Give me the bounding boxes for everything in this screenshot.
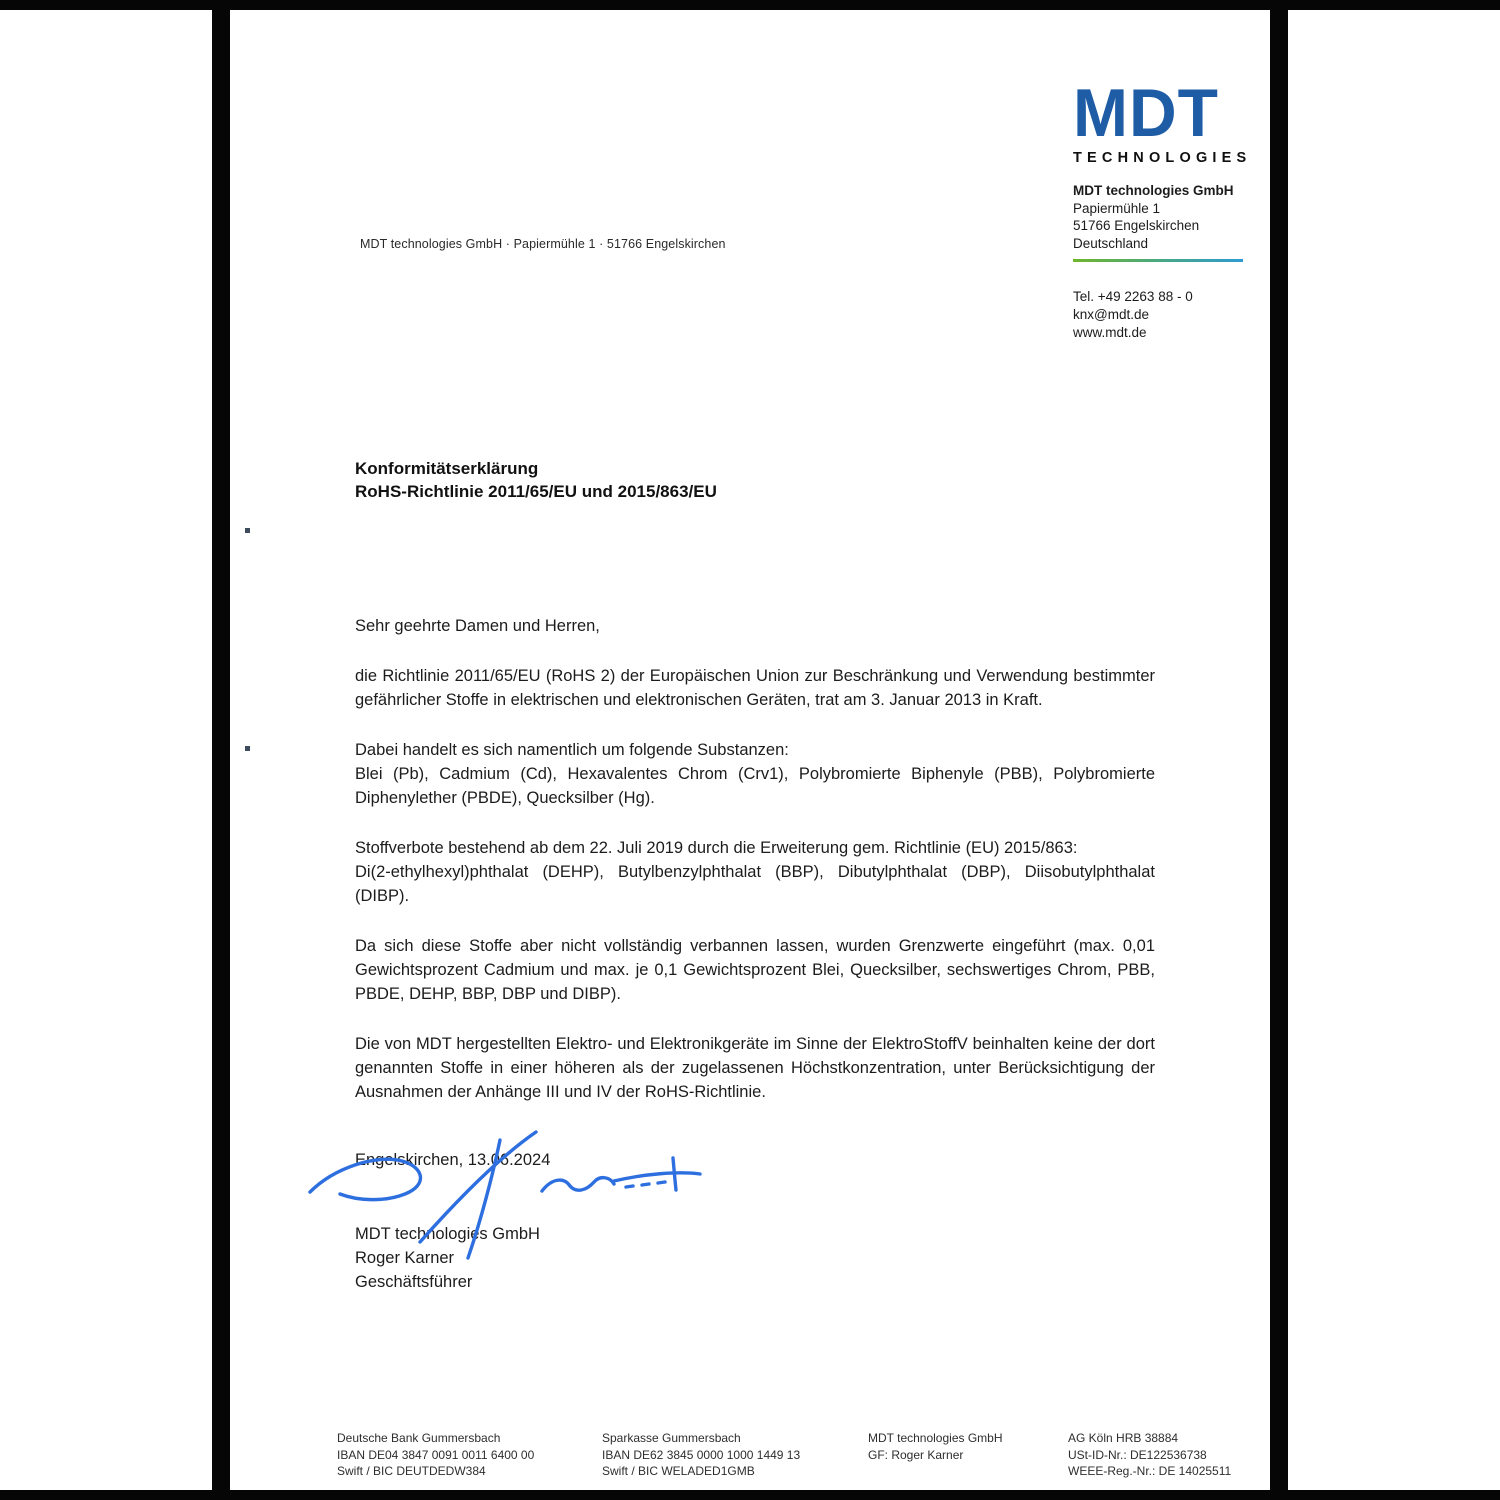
footer-bank-sparkasse bbox=[602, 1430, 800, 1480]
letter-body bbox=[355, 614, 1155, 1294]
fold-mark bbox=[245, 528, 250, 533]
signature-block bbox=[355, 1222, 1155, 1294]
footer-line: IBAN DE62 3845 0000 1000 1449 13 bbox=[602, 1447, 801, 1462]
salutation: Sehr geehrte Damen und Herren, bbox=[355, 617, 600, 635]
letter-footer bbox=[230, 1430, 1270, 1490]
date-place-line: Engelskirchen, 13.06.2024 bbox=[355, 1151, 551, 1169]
address-street: Papiermühle 1 bbox=[1073, 200, 1161, 216]
document-title bbox=[355, 457, 1055, 503]
footer-line: MDT technologies GmbH bbox=[868, 1431, 1003, 1445]
footer-line: WEEE-Reg.-Nr.: DE 14025511 bbox=[1068, 1464, 1232, 1478]
paragraph-line: die Richtlinie 2011/65/EU (RoHS 2) der Europäischen Union zur Beschränkung und Verwendung bestimmter gefährlicher Stoffe in elektrischen und elektronischen Geräten, trat am 3. Januar 2013 in Kraft. bbox=[355, 667, 1155, 709]
paragraph-line: Stoffverbote bestehend ab dem 22. Juli 2019 durch die Erweiterung gem. Richtlinie (EU) 2015/863: bbox=[355, 839, 1078, 857]
footer-line: Swift / BIC WELADED1GMB bbox=[602, 1464, 755, 1478]
contact-website: www.mdt.de bbox=[1073, 325, 1147, 340]
paragraph bbox=[355, 934, 1155, 1006]
footer-line: Deutsche Bank Gummersbach bbox=[337, 1431, 501, 1445]
paragraph bbox=[355, 664, 1155, 712]
signer-name: Roger Karner bbox=[355, 1249, 455, 1267]
paragraph-line: Die von MDT hergestellten Elektro- und Elektronikgeräte im Sinne der ElektroStoffV beinhalten keine der dort genannten Stoffe in einer höheren als der zugelassenen Höchstkonzentration, unter Berücksichtigung der Ausnahmen der Anhänge III und IV der RoHS-Richtlinie. bbox=[355, 1035, 1155, 1101]
paragraph bbox=[355, 836, 1155, 908]
scan-frame-right bbox=[1270, 0, 1288, 1500]
company-address-block bbox=[1073, 182, 1258, 252]
document-title-line1: Konformitätserklärung bbox=[355, 459, 539, 478]
paragraph bbox=[355, 1032, 1155, 1104]
contact-phone: Tel. +49 2263 88 - 0 bbox=[1073, 289, 1193, 304]
company-name: MDT technologies GmbH bbox=[1073, 183, 1234, 198]
paragraph-line: Da sich diese Stoffe aber nicht vollständig verbannen lassen, wurden Grenzwerte eingeführt (max. 0,01 Gewichtsprozent Cadmium und max. je 0,1 Gewichtsprozent Blei, Quecksilber, sechswertiges Chrom, PBB, PBDE, DEHP, BBP, DBP und DIBP). bbox=[355, 937, 1155, 1003]
footer-company-info bbox=[868, 1430, 1003, 1463]
footer-line: IBAN DE04 3847 0091 0011 6400 00 bbox=[337, 1447, 535, 1462]
sender-return-address: MDT technologies GmbH · Papiermühle 1 · 51766 Engelskirchen bbox=[360, 237, 726, 251]
footer-line: Swift / BIC DEUTDEDW384 bbox=[337, 1464, 486, 1478]
scan-frame-left bbox=[212, 0, 230, 1500]
paragraph-line: Dabei handelt es sich namentlich um folgende Substanzen: bbox=[355, 741, 789, 759]
footer-bank-deutsche-bank bbox=[337, 1430, 534, 1480]
footer-line: AG Köln HRB 38884 bbox=[1068, 1431, 1179, 1445]
paragraph-line: Di(2-ethylhexyl)phthalat (DEHP), Butylbenzylphthalat (BBP), Dibutylphthalat (DBP), Diisobutylphthalat (DIBP). bbox=[355, 863, 1155, 905]
contact-email: knx@mdt.de bbox=[1073, 307, 1149, 322]
footer-line: GF: Roger Karner bbox=[868, 1447, 964, 1462]
footer-line: USt-ID-Nr.: DE122536738 bbox=[1068, 1447, 1207, 1462]
address-country: Deutschland bbox=[1073, 235, 1149, 251]
brand-gradient-rule bbox=[1073, 259, 1243, 262]
mdt-logo-subtext: TECHNOLOGIES bbox=[1073, 150, 1252, 166]
letter-page bbox=[230, 10, 1270, 1490]
document-title-line2: RoHS-Richtlinie 2011/65/EU und 2015/863/EU bbox=[355, 482, 717, 501]
paragraph-line: Blei (Pb), Cadmium (Cd), Hexavalentes Chrom (Crv1), Polybromierte Biphenyle (PBB), Polybromierte Diphenylether (PBDE), Quecksilber (Hg). bbox=[355, 765, 1155, 807]
contact-block bbox=[1073, 288, 1258, 342]
letterhead-right-column bbox=[1073, 74, 1258, 342]
signer-role: Geschäftsführer bbox=[355, 1273, 473, 1291]
fold-mark bbox=[245, 746, 250, 751]
signer-company: MDT technologies GmbH bbox=[355, 1225, 540, 1243]
mdt-logo: MDT bbox=[1073, 74, 1219, 151]
paragraph bbox=[355, 738, 1155, 810]
address-city: 51766 Engelskirchen bbox=[1073, 218, 1200, 233]
footer-line: Sparkasse Gummersbach bbox=[602, 1431, 741, 1445]
footer-registration-info bbox=[1068, 1430, 1231, 1480]
